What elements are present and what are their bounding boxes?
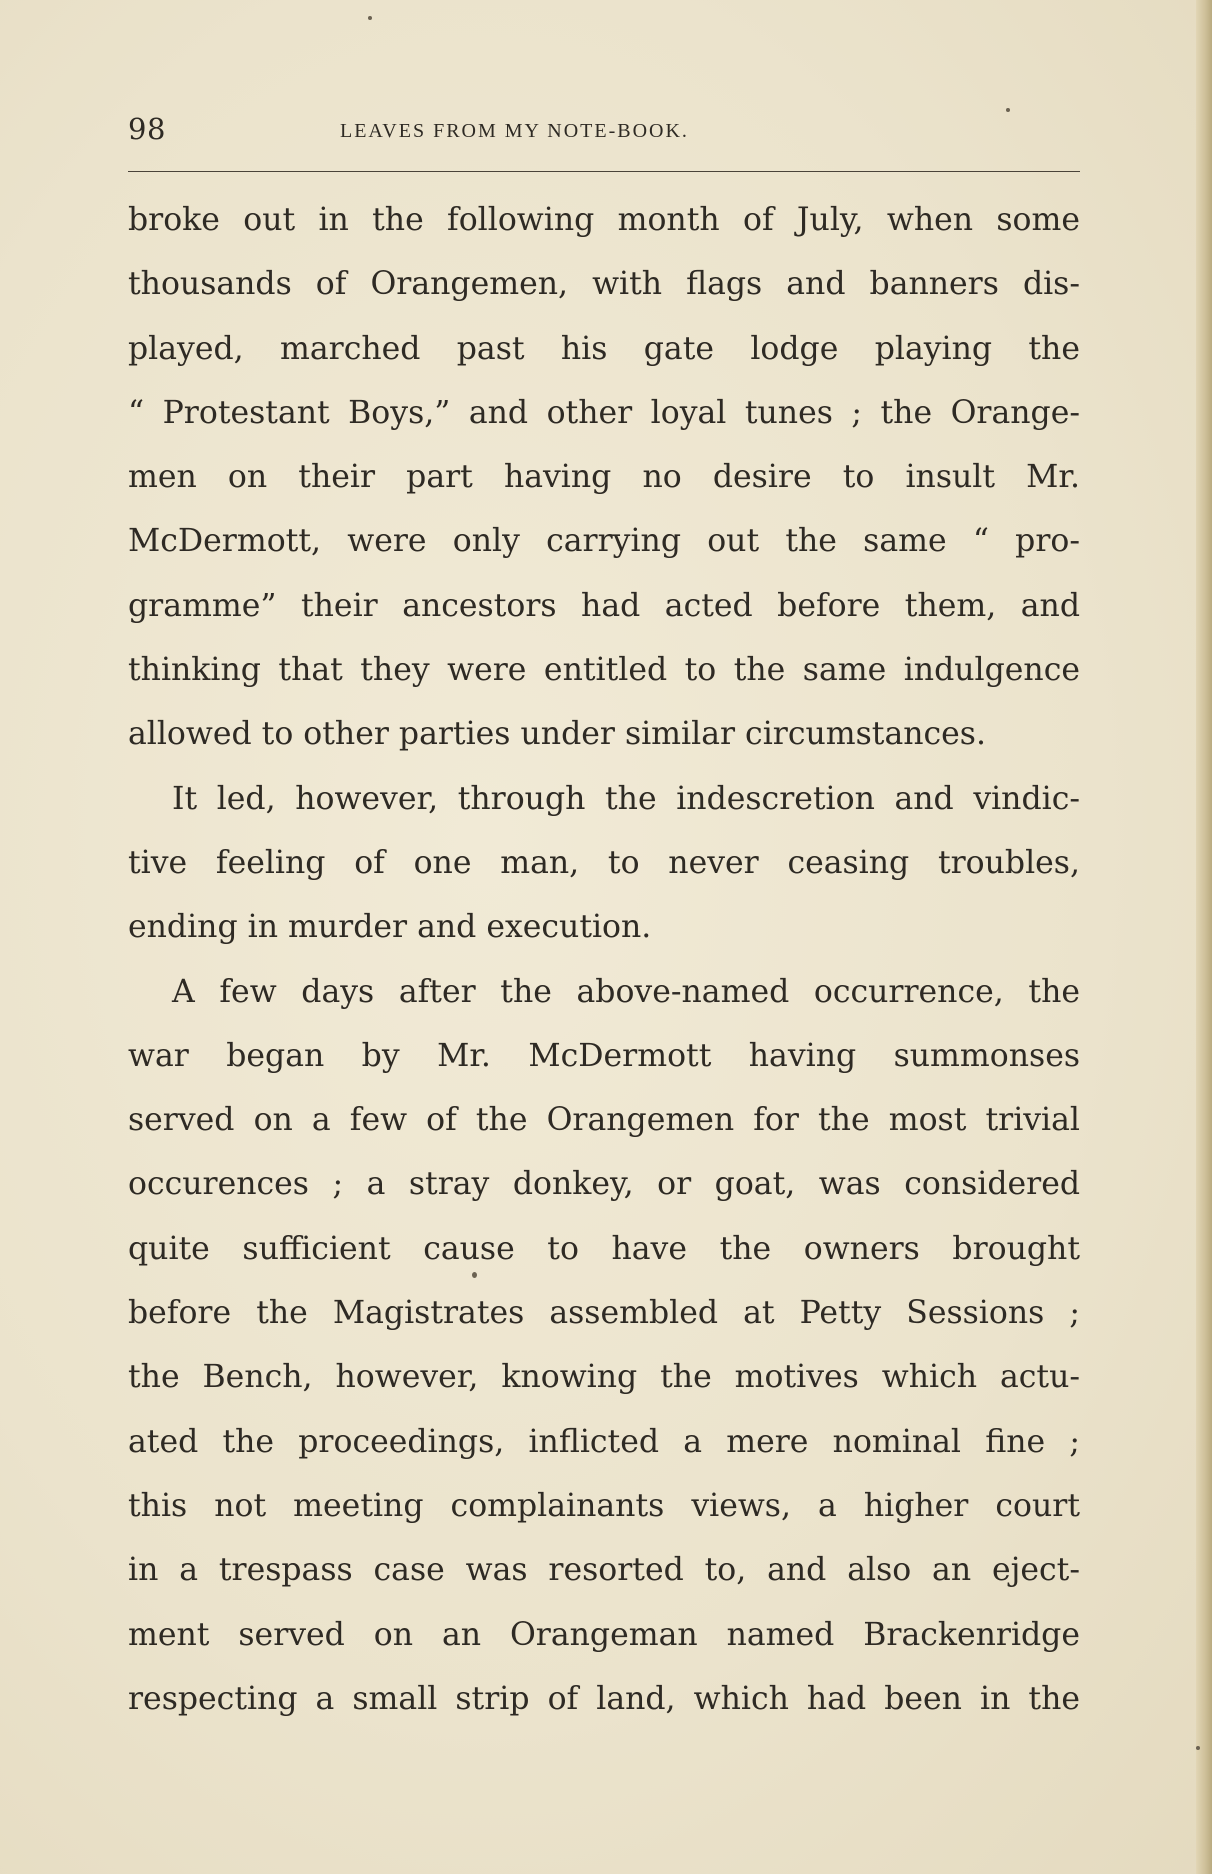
text-line: allowed to other parties under similar circumstances. bbox=[128, 716, 986, 753]
text-line: played, marched past his gate lodge playing the bbox=[128, 330, 1080, 367]
text-line: war began by Mr. McDermott having summonses bbox=[128, 1037, 1080, 1074]
text-line: tive feeling of one man, to never ceasing troubles, bbox=[128, 844, 1080, 881]
running-head: LEAVES FROM MY NOTE-BOOK. bbox=[340, 120, 689, 142]
text-line: the Bench, however, knowing the motives which actu- bbox=[128, 1359, 1080, 1396]
text-line: quite sufficient cause to have the owners brought bbox=[128, 1230, 1080, 1267]
header-rule bbox=[128, 171, 1080, 172]
text-line: McDermott, were only carrying out the same “ pro- bbox=[128, 523, 1080, 560]
body-text bbox=[128, 188, 1080, 1731]
text-line: ending in murder and execution. bbox=[128, 909, 652, 946]
text-line: served on a few of the Orangemen for the most trivial bbox=[128, 1102, 1080, 1139]
page-header bbox=[128, 112, 1080, 160]
text-line: occurences ; a stray donkey, or goat, was considered bbox=[128, 1166, 1080, 1203]
text-line: A few days after the above-named occurrence, the bbox=[172, 973, 1080, 1010]
text-line: ment served on an Orangeman named Brackenridge bbox=[128, 1616, 1080, 1653]
paper-speck bbox=[472, 1272, 477, 1278]
text-line: broke out in the following month of July, when some bbox=[128, 202, 1080, 238]
text-line: this not meeting complainants views, a higher court bbox=[128, 1487, 1080, 1524]
page-edge-shadow bbox=[1196, 0, 1212, 1874]
text-line: gramme” their ancestors had acted before them, and bbox=[128, 587, 1080, 624]
text-line: thousands of Orangemen, with flags and banners dis- bbox=[128, 266, 1080, 303]
text-line: “ Protestant Boys,” and other loyal tunes ; the Orange- bbox=[128, 394, 1080, 431]
paper-speck bbox=[368, 16, 372, 20]
text-line: ated the proceedings, inflicted a mere nominal fine ; bbox=[128, 1423, 1080, 1460]
paper-speck bbox=[1196, 1746, 1200, 1750]
text-line: in a trespass case was resorted to, and also an eject- bbox=[128, 1552, 1080, 1589]
text-line: respecting a small strip of land, which had been in the bbox=[128, 1680, 1080, 1717]
text-line: thinking that they were entitled to the same indulgence bbox=[128, 652, 1080, 689]
text-line: men on their part having no desire to insult Mr. bbox=[128, 459, 1080, 496]
text-line: before the Magistrates assembled at Petty Sessions ; bbox=[128, 1295, 1080, 1332]
paper-speck bbox=[1006, 108, 1010, 112]
text-line: It led, however, through the indescretion and vindic- bbox=[172, 780, 1080, 817]
page-number: 98 bbox=[128, 112, 166, 146]
